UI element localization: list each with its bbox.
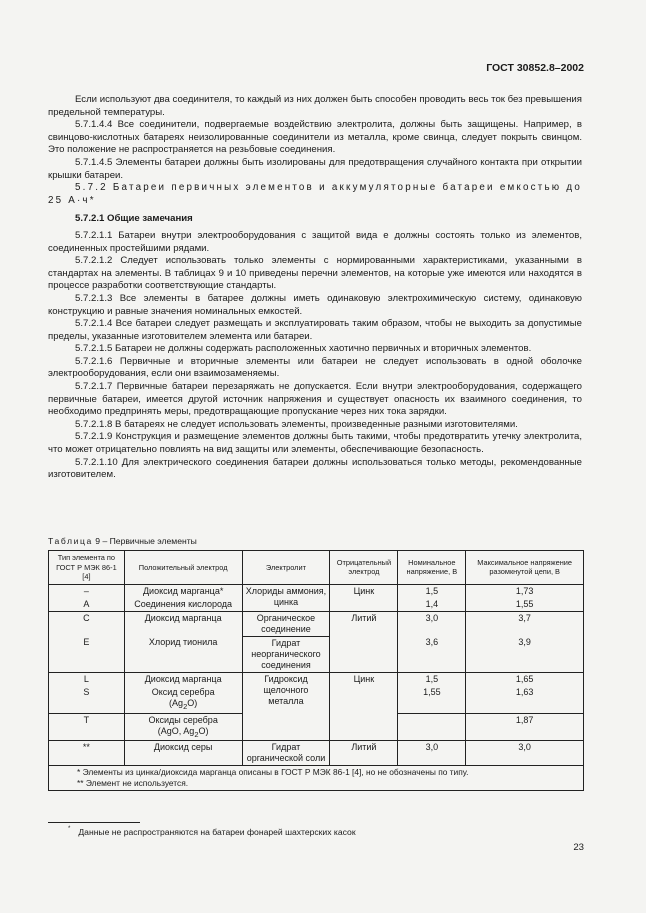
paragraph: 5.7.2.1.2 Следует использовать только элементы с нормированными характеристиками, указанными в стандартах на элементы. В таблицах 9 и 10 приведены перечни элементов, на которые уже имеются или находятся в процессе разработки соответствующие стандарты. bbox=[48, 255, 582, 292]
table-caption-word: Таблица bbox=[48, 536, 93, 546]
cell-nominal: 1,55 bbox=[398, 686, 466, 713]
cell-electrolyte: Органическое соединение bbox=[242, 611, 330, 636]
paragraph: 5.7.1.4.4 Все соединители, подвергаемые воздействию электролита, должны быть защищены. Например, в свинцово-кислотных батареях неизолированные соединители из металла, кроме свинца, следует покрыть свинцом. Это положение не распространяется на резьбовые соединения. bbox=[48, 119, 582, 156]
cell-text: O) bbox=[198, 725, 209, 736]
table-caption-title: 9 – Первичные элементы bbox=[92, 536, 197, 546]
paragraph: 5.7.2.1.8 В батареях не следует использовать элементы, произведенные разными изготовителями. bbox=[75, 418, 518, 430]
col-header-positive: Положительный электрод bbox=[124, 551, 242, 585]
document-id: ГОСТ 30852.8–2002 bbox=[486, 62, 584, 74]
col-header-nominal: Номинальное напряжение, В bbox=[398, 551, 466, 585]
cell-positive: Соединения кислорода bbox=[124, 598, 242, 612]
cell-type: Т bbox=[49, 713, 125, 741]
col-header-electrolyte: Электролит bbox=[242, 551, 330, 585]
cell-max: 3,0 bbox=[466, 741, 584, 766]
paragraph: 5.7.2.1.7 Первичные батареи перезаряжать не допускается. Если внутри электрооборудования, содержащего первичные батареи, имеется другой источник напряжения и существует опасность их взаимного соединения, то необходимо предпринять меры, предотвращающие пропускание через них тока зарядки. bbox=[48, 381, 582, 418]
col-header-type: Тип элемента по ГОСТ Р МЭК 86-1 [4] bbox=[49, 551, 125, 585]
cell-negative: Цинк bbox=[330, 584, 398, 611]
table-caption bbox=[48, 536, 197, 546]
paragraph: 5.7.2.1.3 Все элементы в батарее должны иметь одинаковую электрохимическую систему, одинаковую конструкцию и равные значения номинальных емкостей. bbox=[48, 292, 582, 317]
cell-text: (Ag bbox=[169, 697, 184, 708]
paragraph: 5.7.2.1.10 Для электрического соединения батареи должны использоваться только методы, рекомендованные изготовителем. bbox=[48, 456, 582, 481]
cell-negative: Цинк bbox=[330, 672, 398, 741]
cell-positive: Диоксид марганца bbox=[124, 611, 242, 636]
cell-nominal bbox=[398, 713, 466, 741]
cell-type: S bbox=[49, 686, 125, 713]
cell-positive: Хлорид тионила bbox=[124, 636, 242, 672]
cell-nominal: 1,4 bbox=[398, 598, 466, 612]
table-row bbox=[49, 611, 584, 636]
paragraph: Если используют два соединителя, то каждый из них должен быть способен проводить весь ток без превышения предельной температуры. bbox=[48, 94, 582, 118]
col-header-max: Максимальное напряжение разомкнутой цепи, В bbox=[466, 551, 584, 585]
paragraph: 5.7.2.1.1 Батареи внутри электрооборудования с защитой вида e должны состоять только из элементов, соединенных простейшими рядами. bbox=[48, 229, 582, 254]
body-text bbox=[48, 94, 582, 482]
cell-type: С bbox=[49, 611, 125, 636]
cell-max: 1,87 bbox=[466, 713, 584, 741]
subsection-heading: 5.7.2.1 Общие замечания bbox=[75, 213, 193, 225]
table-row bbox=[49, 584, 584, 598]
paragraph: 5.7.2.1.6 Первичные и вторичные элементы или батареи не следует использовать в одной оболочке электрооборудования, если они взаимозаменяемы. bbox=[48, 355, 582, 380]
col-header-negative: Отрицательный электрод bbox=[330, 551, 398, 585]
footnote bbox=[68, 826, 356, 837]
cell-type: А bbox=[49, 598, 125, 612]
cell-electrolyte: Гидроксид щелочного металла bbox=[242, 672, 330, 741]
paragraph: 5.7.2.1.5 Батареи не должны содержать расположенных хаотично первичных и вторичных элементов. bbox=[75, 343, 532, 355]
cell-electrolyte: Хлориды аммония, цинка bbox=[242, 584, 330, 611]
cell-type: Е bbox=[49, 636, 125, 672]
cell-max: 3,9 bbox=[466, 636, 584, 672]
cell-nominal: 1,5 bbox=[398, 584, 466, 598]
primary-cells-table bbox=[48, 550, 584, 791]
cell-electrolyte: Гидрат неорганического соединения bbox=[242, 636, 330, 672]
cell-nominal: 3,0 bbox=[398, 741, 466, 766]
table-row bbox=[49, 672, 584, 686]
cell-max: 1,55 bbox=[466, 598, 584, 612]
cell-max: 1,63 bbox=[466, 686, 584, 713]
paragraph: 5.7.1.4.5 Элементы батареи должны быть изолированы для предотвращения случайного контакта при открытии крышки батареи. bbox=[48, 156, 582, 181]
cell-nominal: 1,5 bbox=[398, 672, 466, 686]
cell-positive bbox=[124, 713, 242, 741]
table-note: * Элементы из цинка/диоксида марганца описаны в ГОСТ Р МЭК 86-1 [4], но не обозначены по типу. bbox=[77, 767, 469, 778]
cell-text: Оксид серебра bbox=[151, 686, 215, 697]
section-heading: 5.7.2 Батареи первичных элементов и аккумуляторные батареи емкостью до 25 А·ч* bbox=[48, 182, 582, 206]
cell-type: L bbox=[49, 672, 125, 686]
table-header-row bbox=[49, 551, 584, 585]
cell-negative: Литий bbox=[330, 611, 398, 672]
cell-text: Оксиды серебра bbox=[148, 714, 218, 725]
cell-text: O) bbox=[187, 697, 198, 708]
cell-negative: Литий bbox=[330, 741, 398, 766]
cell-type: – bbox=[49, 584, 125, 598]
cell-nominal: 3,0 bbox=[398, 611, 466, 636]
paragraph: 5.7.2.1.4 Все батареи следует размещать и эксплуатировать таким образом, чтобы не выходить за допустимые пределы, указанные изготовителем элемента или батареи. bbox=[48, 318, 582, 342]
table-notes bbox=[49, 766, 584, 791]
footnote-text: Данные не распространяются на батареи фонарей шахтерских касок bbox=[78, 827, 356, 837]
cell-positive bbox=[124, 686, 242, 713]
subscript: 2 bbox=[183, 701, 188, 711]
cell-positive: Диоксид марганца bbox=[124, 672, 242, 686]
cell-max: 1,73 bbox=[466, 584, 584, 598]
page-number: 23 bbox=[573, 842, 584, 853]
cell-electrolyte: Гидрат органической соли bbox=[242, 741, 330, 766]
cell-text: (AgO, Ag bbox=[157, 725, 195, 736]
footnote-divider bbox=[48, 822, 140, 823]
subscript: 2 bbox=[194, 729, 199, 739]
paragraph: 5.7.2.1.9 Конструкция и размещение элементов должны быть такими, чтобы предотвратить утечку электролита, что может отрицательно повлиять на вид защиты или элементы, обеспечивающие безопасность. bbox=[48, 431, 582, 456]
table-note: ** Элемент не используется. bbox=[77, 778, 189, 789]
table-row bbox=[49, 741, 584, 766]
table-notes-row bbox=[49, 766, 584, 791]
cell-positive: Диоксид серы bbox=[124, 741, 242, 766]
cell-max: 1,65 bbox=[466, 672, 584, 686]
table-row bbox=[49, 636, 584, 672]
cell-max: 3,7 bbox=[466, 611, 584, 636]
cell-positive: Диоксид марганца* bbox=[124, 584, 242, 598]
footnote-mark: * bbox=[68, 826, 71, 833]
cell-type: ** bbox=[49, 741, 125, 766]
cell-nominal: 3,6 bbox=[398, 636, 466, 672]
